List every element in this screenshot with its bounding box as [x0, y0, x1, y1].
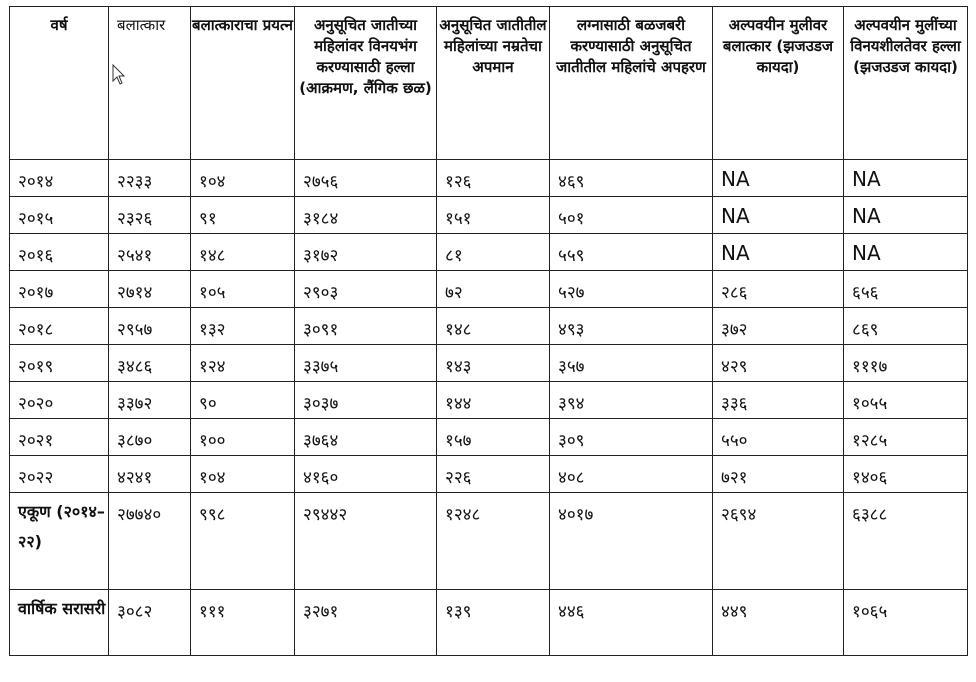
table-cell: २२६	[437, 456, 550, 493]
table-cell: २८६	[713, 271, 844, 308]
table-cell: १५१	[437, 197, 550, 234]
header-assault-on-minor: अल्पवयीन मुलींच्या विनयशीलतेवर हल्ला (झजउडज कायदा)	[844, 7, 968, 160]
table-cell: ३७६४	[295, 419, 437, 456]
table-cell: २५४१	[109, 234, 191, 271]
table-cell: २२३३	[109, 160, 191, 197]
table-cell: ९९८	[191, 493, 295, 590]
table-cell: ७२१	[713, 456, 844, 493]
table-cell: १०४	[191, 456, 295, 493]
table-cell: २७७४०	[109, 493, 191, 590]
table-cell: ४४९	[713, 590, 844, 656]
table-cell: NA	[713, 197, 844, 234]
table-cell: १२४	[191, 345, 295, 382]
year-cell: २०१७	[10, 271, 109, 308]
table-cell: NA	[713, 160, 844, 197]
table-cell: १५७	[437, 419, 550, 456]
table-cell: १२४८	[437, 493, 550, 590]
table-cell: १४०६	[844, 456, 968, 493]
table-cell: २९०३	[295, 271, 437, 308]
table-row	[10, 419, 968, 456]
header-rape: बलात्कार	[109, 7, 191, 160]
table-cell: १४८	[191, 234, 295, 271]
table-cell: ३३७५	[295, 345, 437, 382]
average-label: वार्षिक सरासरी	[10, 590, 109, 656]
table-cell: NA	[844, 160, 968, 197]
table-cell: ४४६	[550, 590, 713, 656]
table-cell: NA	[844, 234, 968, 271]
table-cell: १०४	[191, 160, 295, 197]
table-cell: ३०३७	[295, 382, 437, 419]
year-cell: २०१४	[10, 160, 109, 197]
table-row	[10, 308, 968, 345]
table-cell: १४४	[437, 382, 550, 419]
table-cell: १०५	[191, 271, 295, 308]
table-cell: ४९३	[550, 308, 713, 345]
table-cell: ३१७२	[295, 234, 437, 271]
header-attempt-to-rape: बलात्काराचा प्रयत्न	[191, 7, 295, 160]
table-cell: NA	[713, 234, 844, 271]
table-row	[10, 345, 968, 382]
table-cell: ८६९	[844, 308, 968, 345]
header-row	[10, 7, 968, 160]
table-cell: १२८५	[844, 419, 968, 456]
table-cell: ३१८४	[295, 197, 437, 234]
table-cell: १४३	[437, 345, 550, 382]
year-cell: २०१५	[10, 197, 109, 234]
table-row	[10, 234, 968, 271]
table-cell: ३४८६	[109, 345, 191, 382]
table-row	[10, 271, 968, 308]
year-cell: २०२१	[10, 419, 109, 456]
table-cell: ४१६०	[295, 456, 437, 493]
table-cell: ३३७२	[109, 382, 191, 419]
year-cell: २०२०	[10, 382, 109, 419]
year-cell: २०१८	[10, 308, 109, 345]
table-cell: २७१४	[109, 271, 191, 308]
table-cell: ५५०	[713, 419, 844, 456]
table-cell: ३९४	[550, 382, 713, 419]
total-row	[10, 493, 968, 590]
table-cell: ३८७०	[109, 419, 191, 456]
table-cell: २९४४२	[295, 493, 437, 590]
table-cell: ७२	[437, 271, 550, 308]
table-cell: ४६९	[550, 160, 713, 197]
header-kidnapping-for-marriage: लग्नासाठी बळजबरी करण्यासाठी अनुसूचित जातीतील महिलांचे अपहरण	[550, 7, 713, 160]
table-cell: १११७	[844, 345, 968, 382]
mouse-cursor-icon	[112, 64, 126, 86]
table-row	[10, 197, 968, 234]
table-cell: १०६५	[844, 590, 968, 656]
table-cell: १३२	[191, 308, 295, 345]
table-cell: ३३६	[713, 382, 844, 419]
table-cell: १००	[191, 419, 295, 456]
table-cell: ५५९	[550, 234, 713, 271]
table-cell: २६९४	[713, 493, 844, 590]
table-cell: ३५७	[550, 345, 713, 382]
table-cell: ४०८	[550, 456, 713, 493]
table-cell: २३२६	[109, 197, 191, 234]
table-cell: ५२७	[550, 271, 713, 308]
table-cell: ९०	[191, 382, 295, 419]
table-cell: ४२४१	[109, 456, 191, 493]
table-cell: ६३८८	[844, 493, 968, 590]
header-year: वर्ष	[10, 7, 109, 160]
table-cell: ९१	[191, 197, 295, 234]
table-cell: ८१	[437, 234, 550, 271]
table-cell: ३७२	[713, 308, 844, 345]
header-insult-to-modesty: अनुसूचित जातीतील महिलांच्या नम्रतेचा अपमान	[437, 7, 550, 160]
table-cell: १११	[191, 590, 295, 656]
table-cell: २७५६	[295, 160, 437, 197]
table-cell: २९५७	[109, 308, 191, 345]
table-cell: ३०९१	[295, 308, 437, 345]
header-assault-on-women: अनुसूचित जातीच्या महिलांवर विनयभंग करण्यासाठी हल्ला (आक्रमण, लैंगिक छळ)	[295, 7, 437, 160]
year-cell: २०१९	[10, 345, 109, 382]
table-row	[10, 382, 968, 419]
table-cell: ३०८२	[109, 590, 191, 656]
header-rape-of-minor: अल्पवयीन मुलीवर बलात्कार (झजउडज कायदा)	[713, 7, 844, 160]
table-cell: ४२९	[713, 345, 844, 382]
table-cell: ६५६	[844, 271, 968, 308]
table-cell: १३९	[437, 590, 550, 656]
table-cell: ५०१	[550, 197, 713, 234]
year-cell: २०१६	[10, 234, 109, 271]
table-cell: १४८	[437, 308, 550, 345]
table-row	[10, 160, 968, 197]
table-cell: ३०९	[550, 419, 713, 456]
table-cell: NA	[844, 197, 968, 234]
table-cell: ३२७१	[295, 590, 437, 656]
year-cell: २०२२	[10, 456, 109, 493]
total-label: एकूण (२०१४–२२)	[10, 493, 109, 590]
table-cell: १०५५	[844, 382, 968, 419]
table-row	[10, 456, 968, 493]
crime-statistics-table	[9, 6, 968, 656]
table-cell: १२६	[437, 160, 550, 197]
table-cell: ४०१७	[550, 493, 713, 590]
average-row	[10, 590, 968, 656]
